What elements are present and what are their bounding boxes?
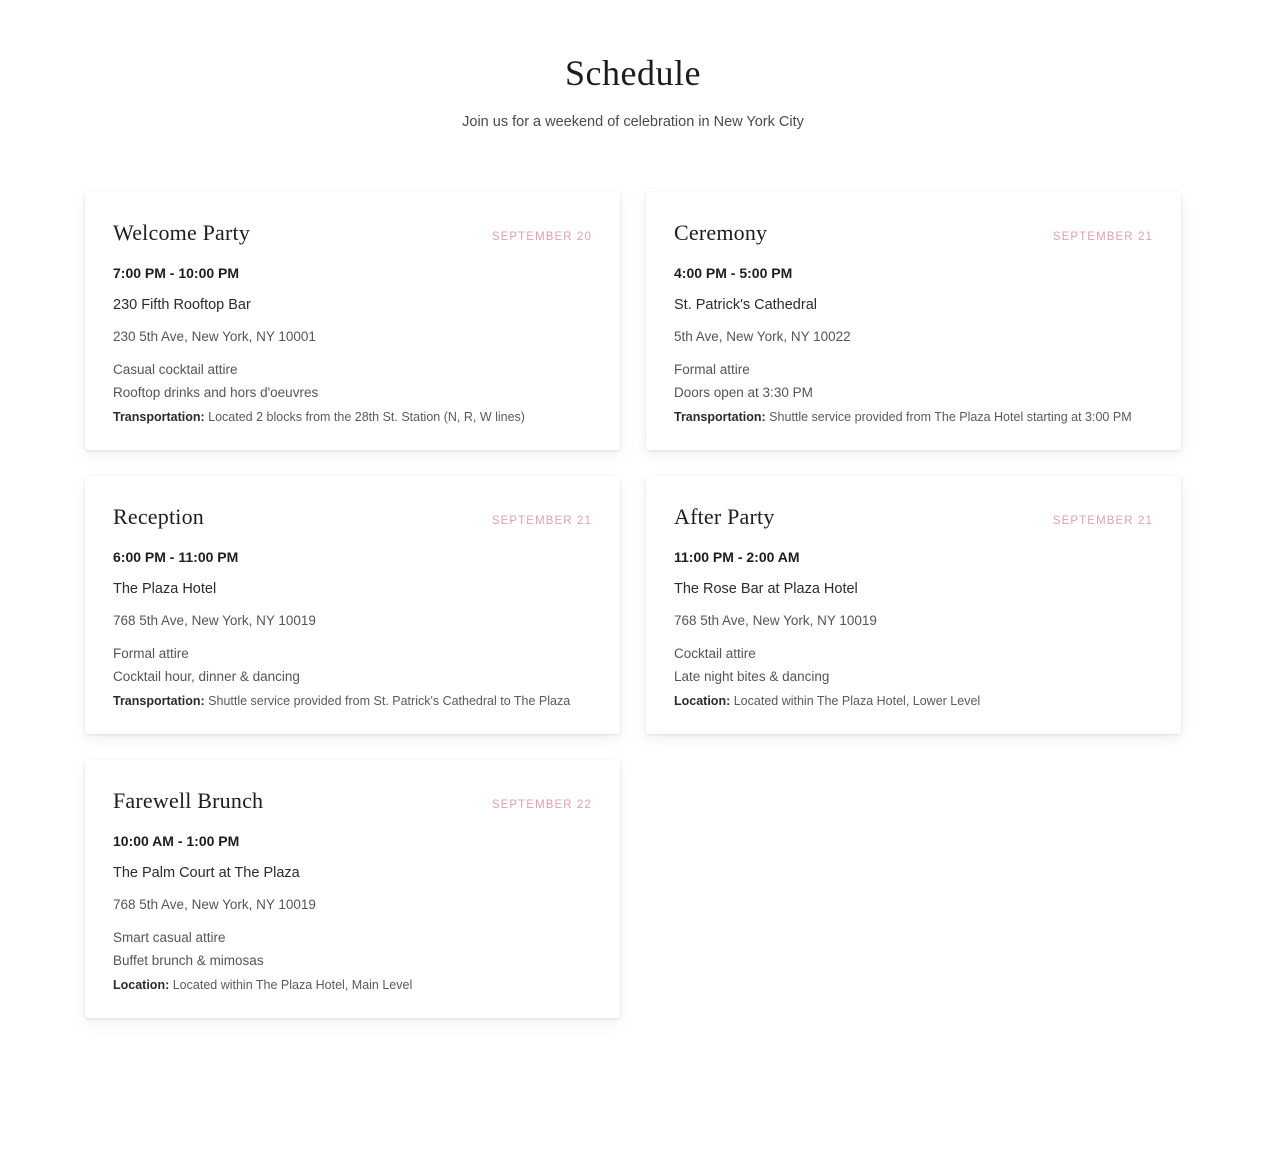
event-note (113, 409, 592, 426)
event-date: SEPTEMBER 22 (491, 798, 592, 811)
event-address: 768 5th Ave, New York, NY 10019 (113, 613, 316, 629)
event-address: 768 5th Ave, New York, NY 10019 (674, 613, 877, 629)
event-detail: Doors open at 3:30 PM (674, 385, 813, 401)
page-title: Schedule (565, 53, 701, 93)
event-title: Reception (113, 504, 204, 530)
event-detail: Cocktail hour, dinner & dancing (113, 669, 300, 685)
page-header (0, 52, 1266, 130)
event-address: 5th Ave, New York, NY 10022 (674, 329, 851, 345)
event-note-text: Located within The Plaza Hotel, Main Level (172, 977, 413, 992)
event-time: 7:00 PM - 10:00 PM (113, 265, 240, 282)
card-header (674, 220, 1153, 246)
event-attire: Formal attire (113, 646, 189, 662)
event-title: Ceremony (674, 220, 768, 246)
card-header (674, 504, 1153, 530)
event-card-farewell-brunch (85, 760, 620, 1018)
event-date: SEPTEMBER 20 (491, 231, 592, 244)
event-date: SEPTEMBER 21 (1052, 231, 1153, 244)
event-card-welcome-party (85, 192, 620, 450)
event-detail: Rooftop drinks and hors d'oeuvres (113, 385, 319, 401)
event-note (113, 977, 592, 994)
event-card-after-party (646, 476, 1181, 734)
event-venue: St. Patrick's Cathedral (674, 297, 817, 314)
event-note (113, 693, 592, 710)
event-title: Welcome Party (113, 220, 251, 246)
event-note-text: Shuttle service provided from St. Patrick's Cathedral to The Plaza (208, 694, 571, 709)
event-note-label: Transportation: (674, 410, 766, 425)
event-note (674, 693, 1153, 710)
event-attire: Cocktail attire (674, 646, 756, 662)
card-header (113, 788, 592, 814)
event-time: 10:00 AM - 1:00 PM (113, 832, 240, 849)
event-address: 768 5th Ave, New York, NY 10019 (113, 896, 316, 912)
event-note (674, 409, 1153, 426)
event-date: SEPTEMBER 21 (491, 515, 592, 528)
card-header (113, 504, 592, 530)
event-note-label: Location: (674, 694, 731, 709)
card-header (113, 220, 592, 246)
event-detail: Late night bites & dancing (674, 669, 830, 685)
event-note-text: Located 2 blocks from the 28th St. Station (N, R, W lines) (208, 410, 525, 425)
event-note-label: Transportation: (113, 694, 205, 709)
event-address: 230 5th Ave, New York, NY 10001 (113, 329, 316, 345)
event-note-text: Located within The Plaza Hotel, Lower Level (733, 694, 981, 709)
event-time: 11:00 PM - 2:00 AM (674, 549, 800, 566)
event-detail: Buffet brunch & mimosas (113, 952, 264, 968)
event-note-label: Location: (113, 977, 170, 992)
schedule-card-grid (85, 192, 1181, 1018)
event-venue: The Palm Court at The Plaza (113, 864, 300, 881)
event-time: 6:00 PM - 11:00 PM (113, 549, 239, 566)
event-note-label: Transportation: (113, 410, 205, 425)
event-time: 4:00 PM - 5:00 PM (674, 265, 793, 282)
event-title: After Party (674, 504, 775, 530)
page-subtitle: Join us for a weekend of celebration in New York City (462, 114, 804, 131)
event-card-reception (85, 476, 620, 734)
event-card-ceremony (646, 192, 1181, 450)
event-attire: Formal attire (674, 362, 750, 378)
event-title: Farewell Brunch (113, 787, 264, 813)
event-venue: 230 Fifth Rooftop Bar (113, 297, 251, 314)
event-venue: The Rose Bar at Plaza Hotel (674, 581, 858, 598)
event-attire: Smart casual attire (113, 929, 226, 945)
event-venue: The Plaza Hotel (113, 581, 217, 598)
event-date: SEPTEMBER 21 (1052, 515, 1153, 528)
event-note-text: Shuttle service provided from The Plaza Hotel starting at 3:00 PM (769, 410, 1132, 425)
event-attire: Casual cocktail attire (113, 362, 238, 378)
